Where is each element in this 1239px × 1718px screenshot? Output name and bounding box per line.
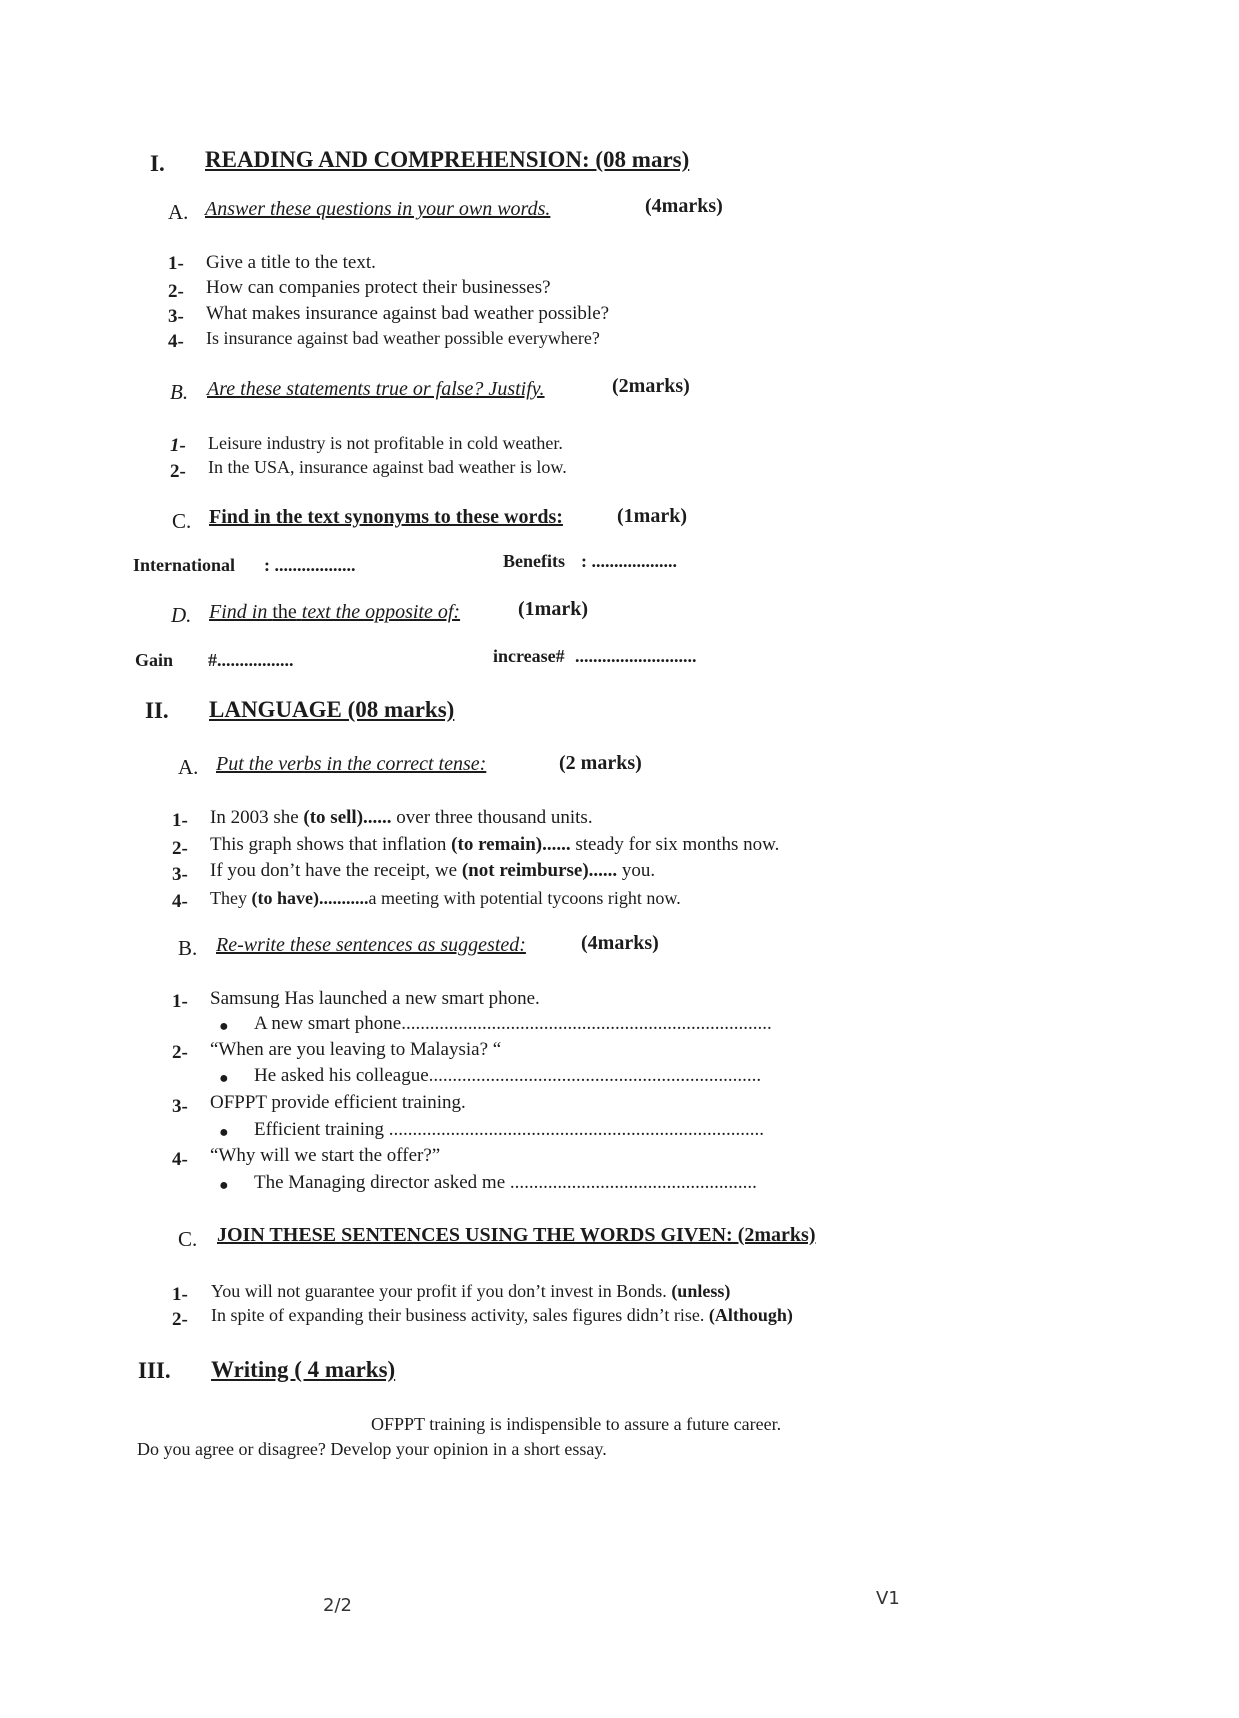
bullet-dot: ● bbox=[219, 1018, 229, 1035]
section-2a-marks: (2 marks) bbox=[559, 752, 642, 774]
section-2b-title: Re-write these sentences as suggested: bbox=[216, 934, 526, 956]
section-2a-letter: A. bbox=[178, 755, 199, 779]
section-2a-title: Put the verbs in the correct tense: bbox=[216, 753, 487, 775]
join-sentence bbox=[211, 1305, 793, 1326]
statement-number: 2- bbox=[170, 461, 186, 482]
question-text: Give a title to the text. bbox=[206, 252, 376, 273]
section-1d-letter: D. bbox=[171, 603, 192, 627]
rewrite-answer-line: The Managing director asked me .................................................... bbox=[254, 1172, 757, 1193]
verb-question-post: over three thousand units. bbox=[396, 807, 593, 828]
verb-question-pre: In 2003 she bbox=[210, 807, 299, 828]
verb-question-pre: If you don’t have the receipt, we bbox=[210, 860, 458, 881]
section-1b-letter: B. bbox=[170, 380, 189, 404]
question-text: What makes insurance against bad weather possible? bbox=[206, 303, 610, 324]
statement-text: Leisure industry is not profitable in cold weather. bbox=[208, 433, 563, 453]
section-2c-title: JOIN THESE SENTENCES USING THE WORDS GIVEN: (2marks) bbox=[217, 1224, 816, 1246]
question-number: 2- bbox=[168, 281, 184, 302]
verb-question-text bbox=[210, 807, 593, 829]
statement-text: In the USA, insurance against bad weather is low. bbox=[208, 457, 567, 477]
verb-question-number: 2- bbox=[172, 838, 188, 859]
version-label: V1 bbox=[876, 1588, 900, 1609]
verb-question-verb: (to have)........... bbox=[251, 888, 369, 908]
opposite-word: increase# bbox=[493, 646, 565, 666]
rewrite-number: 2- bbox=[172, 1042, 188, 1063]
verb-question-pre: They bbox=[210, 888, 247, 908]
section-1d-title bbox=[209, 601, 460, 624]
section-1-title: READING AND COMPREHENSION: (08 mars) bbox=[205, 147, 690, 172]
page-number: 2/2 bbox=[323, 1595, 352, 1616]
opposite-blank: ........................... bbox=[575, 646, 697, 666]
synonym-blank: : .................. bbox=[264, 555, 356, 575]
question-number: 1- bbox=[168, 253, 184, 274]
verb-question-number: 3- bbox=[172, 864, 188, 885]
section-1c-title: Find in the text synonyms to these words: bbox=[209, 506, 563, 528]
join-sentence bbox=[211, 1281, 730, 1302]
verb-question-text bbox=[210, 888, 681, 909]
synonym-blank: : ................... bbox=[581, 551, 677, 571]
bullet-dot: ● bbox=[219, 1124, 229, 1141]
rewrite-number: 4- bbox=[172, 1149, 188, 1170]
join-number: 2- bbox=[172, 1309, 188, 1330]
join-word: (unless) bbox=[671, 1281, 731, 1301]
verb-question-post: a meeting with potential tycoons right now. bbox=[368, 888, 681, 908]
section-2b-letter: B. bbox=[178, 936, 198, 960]
section-2-number: II. bbox=[145, 698, 169, 723]
opposite-blank: #................. bbox=[208, 650, 294, 670]
section-1a-marks: (4marks) bbox=[645, 195, 723, 217]
writing-prompt-line-1: OFPPT training is indispensible to assure a future career. bbox=[371, 1414, 782, 1434]
question-number: 3- bbox=[168, 306, 184, 327]
title-part: the bbox=[272, 601, 297, 623]
join-text: You will not guarantee your profit if you don’t invest in Bonds. bbox=[211, 1281, 667, 1301]
question-number: 4- bbox=[168, 331, 184, 352]
section-1a-letter: A. bbox=[168, 200, 189, 224]
rewrite-answer-line: Efficient training ............................................................................... bbox=[254, 1119, 764, 1140]
rewrite-answer-line: He asked his colleague...................................................................... bbox=[254, 1065, 762, 1086]
rewrite-sentence: “When are you leaving to Malaysia? “ bbox=[210, 1039, 502, 1060]
verb-question-verb: (to sell)...... bbox=[303, 807, 392, 828]
section-3-number: III. bbox=[138, 1358, 171, 1383]
verb-question-verb: (to remain)...... bbox=[451, 834, 571, 855]
section-2-title: LANGUAGE (08 marks) bbox=[209, 697, 455, 722]
section-2b-marks: (4marks) bbox=[581, 932, 659, 954]
verb-question-verb: (not reimburse)...... bbox=[461, 860, 618, 881]
opposite-word: Gain bbox=[135, 650, 174, 670]
bullet-dot: ● bbox=[219, 1177, 229, 1194]
section-1b-marks: (2marks) bbox=[612, 375, 690, 397]
verb-question-number: 1- bbox=[172, 810, 188, 831]
rewrite-number: 3- bbox=[172, 1096, 188, 1117]
section-2c-letter: C. bbox=[178, 1227, 198, 1251]
title-part: Find in bbox=[209, 601, 268, 623]
verb-question-post: steady for six months now. bbox=[575, 834, 780, 855]
rewrite-sentence: OFPPT provide efficient training. bbox=[210, 1092, 466, 1113]
section-1c-letter: C. bbox=[172, 509, 192, 533]
section-1a-title: Answer these questions in your own words. bbox=[205, 198, 551, 220]
synonym-word: International bbox=[133, 555, 236, 575]
verb-question-post: you. bbox=[621, 860, 656, 881]
verb-question-number: 4- bbox=[172, 891, 188, 912]
rewrite-number: 1- bbox=[172, 991, 188, 1012]
join-text: In spite of expanding their business activity, sales figures didn’t rise. bbox=[211, 1305, 705, 1325]
writing-prompt-line-2: Do you agree or disagree? Develop your opinion in a short essay. bbox=[137, 1439, 607, 1459]
question-text: How can companies protect their businesses? bbox=[206, 277, 551, 298]
rewrite-sentence: Samsung Has launched a new smart phone. bbox=[210, 988, 540, 1009]
verb-question-text bbox=[210, 834, 779, 856]
join-number: 1- bbox=[172, 1284, 188, 1305]
title-part: text the opposite of: bbox=[301, 601, 461, 623]
rewrite-sentence: “Why will we start the offer?” bbox=[210, 1145, 441, 1166]
synonym-word: Benefits bbox=[503, 551, 565, 571]
section-3-title: Writing ( 4 marks) bbox=[211, 1357, 396, 1382]
verb-question-text bbox=[210, 860, 655, 882]
rewrite-answer-line: A new smart phone.............................................................................. bbox=[254, 1013, 772, 1034]
section-1c-marks: (1mark) bbox=[617, 505, 687, 527]
section-1b-title: Are these statements true or false? Justify. bbox=[207, 378, 545, 400]
question-text: Is insurance against bad weather possible everywhere? bbox=[206, 328, 600, 348]
bullet-dot: ● bbox=[219, 1070, 229, 1087]
section-1d-marks: (1mark) bbox=[518, 598, 588, 620]
statement-number: 1- bbox=[170, 435, 186, 456]
verb-question-pre: This graph shows that inflation bbox=[210, 834, 447, 855]
section-1-number: I. bbox=[150, 151, 165, 176]
join-word: (Although) bbox=[708, 1305, 793, 1325]
